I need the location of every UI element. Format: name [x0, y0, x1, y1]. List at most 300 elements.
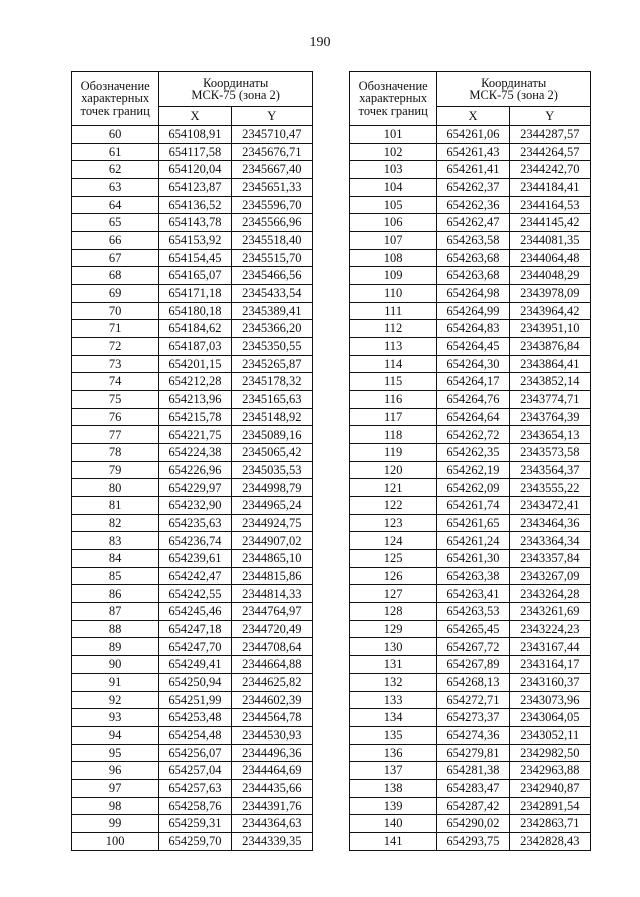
- y-coordinate-cell: 2343864,41: [509, 355, 590, 373]
- y-coordinate-cell: 2343764,39: [509, 408, 590, 426]
- x-coordinate-cell: 654261,74: [437, 497, 509, 515]
- x-coordinate-cell: 654279,81: [437, 744, 509, 762]
- y-coordinate-cell: 2342891,54: [509, 797, 590, 815]
- x-coordinate-cell: 654264,98: [437, 285, 509, 303]
- y-coordinate-cell: 2343160,37: [509, 673, 590, 691]
- y-coordinate-cell: 2343555,22: [509, 479, 590, 497]
- x-coordinate-cell: 654274,36: [437, 726, 509, 744]
- point-number-cell: 123: [350, 514, 437, 532]
- table-row: [72, 355, 313, 373]
- point-number-cell: 103: [350, 161, 437, 179]
- x-coordinate-cell: 654261,30: [437, 550, 509, 568]
- point-number-cell: 74: [72, 373, 159, 391]
- y-coordinate-cell: 2344496,36: [231, 744, 312, 762]
- x-coordinate-cell: 654264,76: [437, 391, 509, 409]
- table-row: [350, 285, 591, 303]
- header-x: X: [437, 107, 509, 126]
- y-coordinate-cell: 2344564,78: [231, 709, 312, 727]
- table-row: [72, 426, 313, 444]
- point-number-cell: 115: [350, 373, 437, 391]
- y-coordinate-cell: 2344764,97: [231, 603, 312, 621]
- x-coordinate-cell: 654143,78: [159, 214, 231, 232]
- x-coordinate-cell: 654239,61: [159, 550, 231, 568]
- point-number-cell: 117: [350, 408, 437, 426]
- table-row: [350, 638, 591, 656]
- point-number-cell: 87: [72, 603, 159, 621]
- point-number-cell: 124: [350, 532, 437, 550]
- y-coordinate-cell: 2344464,69: [231, 762, 312, 780]
- point-number-cell: 84: [72, 550, 159, 568]
- point-number-cell: 93: [72, 709, 159, 727]
- table-row: [350, 302, 591, 320]
- table-row: [350, 232, 591, 250]
- point-number-cell: 106: [350, 214, 437, 232]
- x-coordinate-cell: 654249,41: [159, 656, 231, 674]
- y-coordinate-cell: 2345350,55: [231, 338, 312, 356]
- table-row: [350, 426, 591, 444]
- point-number-cell: 91: [72, 673, 159, 691]
- point-number-cell: 70: [72, 302, 159, 320]
- table-row: [72, 126, 313, 144]
- x-coordinate-cell: 654264,99: [437, 302, 509, 320]
- table-row: [72, 232, 313, 250]
- x-coordinate-cell: 654187,03: [159, 338, 231, 356]
- y-coordinate-cell: 2345667,40: [231, 161, 312, 179]
- y-coordinate-cell: 2344391,76: [231, 797, 312, 815]
- point-number-cell: 105: [350, 196, 437, 214]
- table-row: [350, 691, 591, 709]
- x-coordinate-cell: 654120,04: [159, 161, 231, 179]
- coordinates-table-right: [349, 71, 591, 851]
- point-number-cell: 67: [72, 249, 159, 267]
- point-number-cell: 98: [72, 797, 159, 815]
- point-number-cell: 90: [72, 656, 159, 674]
- y-coordinate-cell: 2345676,71: [231, 143, 312, 161]
- x-coordinate-cell: 654262,19: [437, 461, 509, 479]
- table-row: [72, 815, 313, 833]
- x-coordinate-cell: 654262,36: [437, 196, 509, 214]
- table-row: [72, 550, 313, 568]
- x-coordinate-cell: 654262,37: [437, 179, 509, 197]
- table-row: [350, 532, 591, 550]
- x-coordinate-cell: 654212,28: [159, 373, 231, 391]
- table-row: [350, 391, 591, 409]
- y-coordinate-cell: 2345389,41: [231, 302, 312, 320]
- point-number-cell: 104: [350, 179, 437, 197]
- y-coordinate-cell: 2343978,09: [509, 285, 590, 303]
- x-coordinate-cell: 654262,09: [437, 479, 509, 497]
- table-row: [350, 267, 591, 285]
- table-row: [72, 673, 313, 691]
- y-coordinate-cell: 2342863,71: [509, 815, 590, 833]
- y-coordinate-cell: 2345089,16: [231, 426, 312, 444]
- page-number: 190: [309, 35, 331, 50]
- y-coordinate-cell: 2344602,39: [231, 691, 312, 709]
- y-coordinate-cell: 2344625,82: [231, 673, 312, 691]
- y-coordinate-cell: 2345165,63: [231, 391, 312, 409]
- y-coordinate-cell: 2345518,40: [231, 232, 312, 250]
- table-row: [72, 832, 313, 850]
- x-coordinate-cell: 654263,58: [437, 232, 509, 250]
- header-y: Y: [231, 107, 312, 126]
- point-number-cell: 133: [350, 691, 437, 709]
- point-number-cell: 82: [72, 514, 159, 532]
- y-coordinate-cell: 2345710,47: [231, 126, 312, 144]
- x-coordinate-cell: 654226,96: [159, 461, 231, 479]
- table-row: [350, 550, 591, 568]
- point-number-cell: 89: [72, 638, 159, 656]
- y-coordinate-cell: 2344435,66: [231, 779, 312, 797]
- point-number-cell: 101: [350, 126, 437, 144]
- point-number-cell: 61: [72, 143, 159, 161]
- y-coordinate-cell: 2345178,32: [231, 373, 312, 391]
- point-number-cell: 111: [350, 302, 437, 320]
- point-number-cell: 63: [72, 179, 159, 197]
- table-row: [72, 408, 313, 426]
- y-coordinate-cell: 2343261,69: [509, 603, 590, 621]
- table-row: [350, 143, 591, 161]
- x-coordinate-cell: 654221,75: [159, 426, 231, 444]
- table-row: [350, 673, 591, 691]
- table-row: [72, 744, 313, 762]
- table-row: [350, 249, 591, 267]
- point-number-cell: 140: [350, 815, 437, 833]
- point-number-cell: 141: [350, 832, 437, 850]
- x-coordinate-cell: 654153,92: [159, 232, 231, 250]
- point-number-cell: 73: [72, 355, 159, 373]
- y-coordinate-cell: 2343951,10: [509, 320, 590, 338]
- table-row: [350, 355, 591, 373]
- table-row: [350, 161, 591, 179]
- y-coordinate-cell: 2344364,63: [231, 815, 312, 833]
- x-coordinate-cell: 654263,68: [437, 249, 509, 267]
- x-coordinate-cell: 654267,89: [437, 656, 509, 674]
- point-number-cell: 125: [350, 550, 437, 568]
- point-number-cell: 126: [350, 567, 437, 585]
- point-number-cell: 120: [350, 461, 437, 479]
- x-coordinate-cell: 654180,18: [159, 302, 231, 320]
- point-number-cell: 83: [72, 532, 159, 550]
- table-row: [350, 709, 591, 727]
- x-coordinate-cell: 654261,06: [437, 126, 509, 144]
- header-y: Y: [509, 107, 590, 126]
- point-number-cell: 99: [72, 815, 159, 833]
- y-coordinate-cell: 2344907,02: [231, 532, 312, 550]
- y-coordinate-cell: 2344145,42: [509, 214, 590, 232]
- x-coordinate-cell: 654251,99: [159, 691, 231, 709]
- point-number-cell: 72: [72, 338, 159, 356]
- y-coordinate-cell: 2344720,49: [231, 620, 312, 638]
- point-number-cell: 113: [350, 338, 437, 356]
- table-row: [72, 497, 313, 515]
- table-row: [72, 461, 313, 479]
- table-row: [72, 391, 313, 409]
- y-coordinate-cell: 2343357,84: [509, 550, 590, 568]
- point-number-cell: 131: [350, 656, 437, 674]
- y-coordinate-cell: 2345366,20: [231, 320, 312, 338]
- y-coordinate-cell: 2344664,88: [231, 656, 312, 674]
- y-coordinate-cell: 2345515,70: [231, 249, 312, 267]
- table-row: [72, 285, 313, 303]
- table-row: [350, 514, 591, 532]
- x-coordinate-cell: 654259,70: [159, 832, 231, 850]
- point-number-cell: 116: [350, 391, 437, 409]
- table-row: [72, 338, 313, 356]
- point-number-cell: 122: [350, 497, 437, 515]
- point-number-cell: 100: [72, 832, 159, 850]
- x-coordinate-cell: 654235,63: [159, 514, 231, 532]
- y-coordinate-cell: 2343876,84: [509, 338, 590, 356]
- table-row: [350, 744, 591, 762]
- x-coordinate-cell: 654290,02: [437, 815, 509, 833]
- y-coordinate-cell: 2344965,24: [231, 497, 312, 515]
- table-row: [350, 408, 591, 426]
- y-coordinate-cell: 2343564,37: [509, 461, 590, 479]
- x-coordinate-cell: 654264,30: [437, 355, 509, 373]
- y-coordinate-cell: 2345596,70: [231, 196, 312, 214]
- table-row: [350, 444, 591, 462]
- point-number-cell: 65: [72, 214, 159, 232]
- y-coordinate-cell: 2344708,64: [231, 638, 312, 656]
- y-coordinate-cell: 2343052,11: [509, 726, 590, 744]
- point-number-cell: 68: [72, 267, 159, 285]
- x-coordinate-cell: 654236,74: [159, 532, 231, 550]
- y-coordinate-cell: 2344924,75: [231, 514, 312, 532]
- table-row: [350, 567, 591, 585]
- x-coordinate-cell: 654261,65: [437, 514, 509, 532]
- y-coordinate-cell: 2343464,36: [509, 514, 590, 532]
- x-coordinate-cell: 654264,17: [437, 373, 509, 391]
- x-coordinate-cell: 654215,78: [159, 408, 231, 426]
- y-coordinate-cell: 2343774,71: [509, 391, 590, 409]
- x-coordinate-cell: 654272,71: [437, 691, 509, 709]
- point-number-cell: 119: [350, 444, 437, 462]
- x-coordinate-cell: 654184,62: [159, 320, 231, 338]
- y-coordinate-cell: 2343964,42: [509, 302, 590, 320]
- table-row: [72, 267, 313, 285]
- x-coordinate-cell: 654242,47: [159, 567, 231, 585]
- header-coordinates: Координаты МСК-75 (зона 2): [437, 72, 591, 107]
- x-coordinate-cell: 654283,47: [437, 779, 509, 797]
- point-number-cell: 121: [350, 479, 437, 497]
- y-coordinate-cell: 2345035,53: [231, 461, 312, 479]
- point-number-cell: 75: [72, 391, 159, 409]
- table-row: [72, 161, 313, 179]
- x-coordinate-cell: 654257,04: [159, 762, 231, 780]
- table-row: [350, 373, 591, 391]
- point-number-cell: 64: [72, 196, 159, 214]
- x-coordinate-cell: 654259,31: [159, 815, 231, 833]
- x-coordinate-cell: 654247,18: [159, 620, 231, 638]
- y-coordinate-cell: 2343167,44: [509, 638, 590, 656]
- x-coordinate-cell: 654257,63: [159, 779, 231, 797]
- x-coordinate-cell: 654263,41: [437, 585, 509, 603]
- table-row: [350, 338, 591, 356]
- header-coordinates: Координаты МСК-75 (зона 2): [159, 72, 313, 107]
- x-coordinate-cell: 654267,72: [437, 638, 509, 656]
- y-coordinate-cell: 2345265,87: [231, 355, 312, 373]
- table-row: [72, 143, 313, 161]
- table-row: [72, 514, 313, 532]
- y-coordinate-cell: 2344814,33: [231, 585, 312, 603]
- x-coordinate-cell: 654265,45: [437, 620, 509, 638]
- y-coordinate-cell: 2344081,35: [509, 232, 590, 250]
- point-number-cell: 96: [72, 762, 159, 780]
- y-coordinate-cell: 2344164,53: [509, 196, 590, 214]
- y-coordinate-cell: 2344048,29: [509, 267, 590, 285]
- y-coordinate-cell: 2345466,56: [231, 267, 312, 285]
- point-number-cell: 129: [350, 620, 437, 638]
- y-coordinate-cell: 2344339,35: [231, 832, 312, 850]
- y-coordinate-cell: 2345148,92: [231, 408, 312, 426]
- table-row: [72, 709, 313, 727]
- x-coordinate-cell: 654154,45: [159, 249, 231, 267]
- point-number-cell: 95: [72, 744, 159, 762]
- table-row: [350, 479, 591, 497]
- header-x: X: [159, 107, 231, 126]
- table-row: [72, 179, 313, 197]
- point-number-cell: 88: [72, 620, 159, 638]
- x-coordinate-cell: 654256,07: [159, 744, 231, 762]
- y-coordinate-cell: 2343164,17: [509, 656, 590, 674]
- x-coordinate-cell: 654262,47: [437, 214, 509, 232]
- x-coordinate-cell: 654253,48: [159, 709, 231, 727]
- point-number-cell: 79: [72, 461, 159, 479]
- table-row: [72, 567, 313, 585]
- table-row: [350, 196, 591, 214]
- y-coordinate-cell: 2345651,33: [231, 179, 312, 197]
- x-coordinate-cell: 654268,13: [437, 673, 509, 691]
- y-coordinate-cell: 2345065,42: [231, 444, 312, 462]
- point-number-cell: 86: [72, 585, 159, 603]
- point-number-cell: 97: [72, 779, 159, 797]
- table-row: [350, 620, 591, 638]
- table-row: [72, 249, 313, 267]
- point-number-cell: 138: [350, 779, 437, 797]
- x-coordinate-cell: 654250,94: [159, 673, 231, 691]
- table-row: [72, 726, 313, 744]
- y-coordinate-cell: 2343573,58: [509, 444, 590, 462]
- x-coordinate-cell: 654229,97: [159, 479, 231, 497]
- table-row: [72, 603, 313, 621]
- point-number-cell: 136: [350, 744, 437, 762]
- point-number-cell: 118: [350, 426, 437, 444]
- y-coordinate-cell: 2343073,96: [509, 691, 590, 709]
- y-coordinate-cell: 2342963,88: [509, 762, 590, 780]
- table-row: [350, 779, 591, 797]
- point-number-cell: 128: [350, 603, 437, 621]
- table-row: [72, 214, 313, 232]
- x-coordinate-cell: 654232,90: [159, 497, 231, 515]
- table-row: [350, 815, 591, 833]
- table-row: [72, 638, 313, 656]
- point-number-cell: 85: [72, 567, 159, 585]
- y-coordinate-cell: 2344064,48: [509, 249, 590, 267]
- table-row: [350, 797, 591, 815]
- x-coordinate-cell: 654171,18: [159, 285, 231, 303]
- x-coordinate-cell: 654264,45: [437, 338, 509, 356]
- table-row: [350, 762, 591, 780]
- table-row: [72, 532, 313, 550]
- x-coordinate-cell: 654264,83: [437, 320, 509, 338]
- point-number-cell: 66: [72, 232, 159, 250]
- x-coordinate-cell: 654213,96: [159, 391, 231, 409]
- table-row: [72, 797, 313, 815]
- y-coordinate-cell: 2344998,79: [231, 479, 312, 497]
- coordinates-table-left: [71, 71, 313, 851]
- table-row: [72, 620, 313, 638]
- table-row: [350, 656, 591, 674]
- table-row: [350, 726, 591, 744]
- y-coordinate-cell: 2344815,86: [231, 567, 312, 585]
- x-coordinate-cell: 654123,87: [159, 179, 231, 197]
- point-number-cell: 110: [350, 285, 437, 303]
- point-number-cell: 109: [350, 267, 437, 285]
- x-coordinate-cell: 654263,53: [437, 603, 509, 621]
- x-coordinate-cell: 654224,38: [159, 444, 231, 462]
- header-point-designation: Обозначение характерных точек границ: [72, 72, 159, 126]
- y-coordinate-cell: 2342828,43: [509, 832, 590, 850]
- y-coordinate-cell: 2342982,50: [509, 744, 590, 762]
- table-row: [350, 179, 591, 197]
- table-row: [72, 302, 313, 320]
- point-number-cell: 102: [350, 143, 437, 161]
- x-coordinate-cell: 654245,46: [159, 603, 231, 621]
- x-coordinate-cell: 654117,58: [159, 143, 231, 161]
- table-row: [72, 585, 313, 603]
- point-number-cell: 108: [350, 249, 437, 267]
- table-row: [350, 585, 591, 603]
- point-number-cell: 76: [72, 408, 159, 426]
- x-coordinate-cell: 654254,48: [159, 726, 231, 744]
- x-coordinate-cell: 654261,24: [437, 532, 509, 550]
- point-number-cell: 69: [72, 285, 159, 303]
- point-number-cell: 139: [350, 797, 437, 815]
- point-number-cell: 137: [350, 762, 437, 780]
- table-row: [72, 779, 313, 797]
- y-coordinate-cell: 2344865,10: [231, 550, 312, 568]
- point-number-cell: 94: [72, 726, 159, 744]
- y-coordinate-cell: 2344530,93: [231, 726, 312, 744]
- x-coordinate-cell: 654247,70: [159, 638, 231, 656]
- x-coordinate-cell: 654165,07: [159, 267, 231, 285]
- table-row: [350, 832, 591, 850]
- y-coordinate-cell: 2342940,87: [509, 779, 590, 797]
- table-row: [72, 373, 313, 391]
- x-coordinate-cell: 654262,35: [437, 444, 509, 462]
- table-row: [350, 126, 591, 144]
- point-number-cell: 114: [350, 355, 437, 373]
- point-number-cell: 71: [72, 320, 159, 338]
- table-row: [350, 461, 591, 479]
- x-coordinate-cell: 654262,72: [437, 426, 509, 444]
- y-coordinate-cell: 2343654,13: [509, 426, 590, 444]
- point-number-cell: 127: [350, 585, 437, 603]
- header-point-designation: Обозначение характерных точек границ: [350, 72, 437, 126]
- table-row: [72, 444, 313, 462]
- point-number-cell: 130: [350, 638, 437, 656]
- point-number-cell: 132: [350, 673, 437, 691]
- point-number-cell: 62: [72, 161, 159, 179]
- point-number-cell: 60: [72, 126, 159, 144]
- table-row: [72, 656, 313, 674]
- x-coordinate-cell: 654273,37: [437, 709, 509, 727]
- x-coordinate-cell: 654261,43: [437, 143, 509, 161]
- y-coordinate-cell: 2343472,41: [509, 497, 590, 515]
- point-number-cell: 77: [72, 426, 159, 444]
- point-number-cell: 80: [72, 479, 159, 497]
- table-row: [350, 214, 591, 232]
